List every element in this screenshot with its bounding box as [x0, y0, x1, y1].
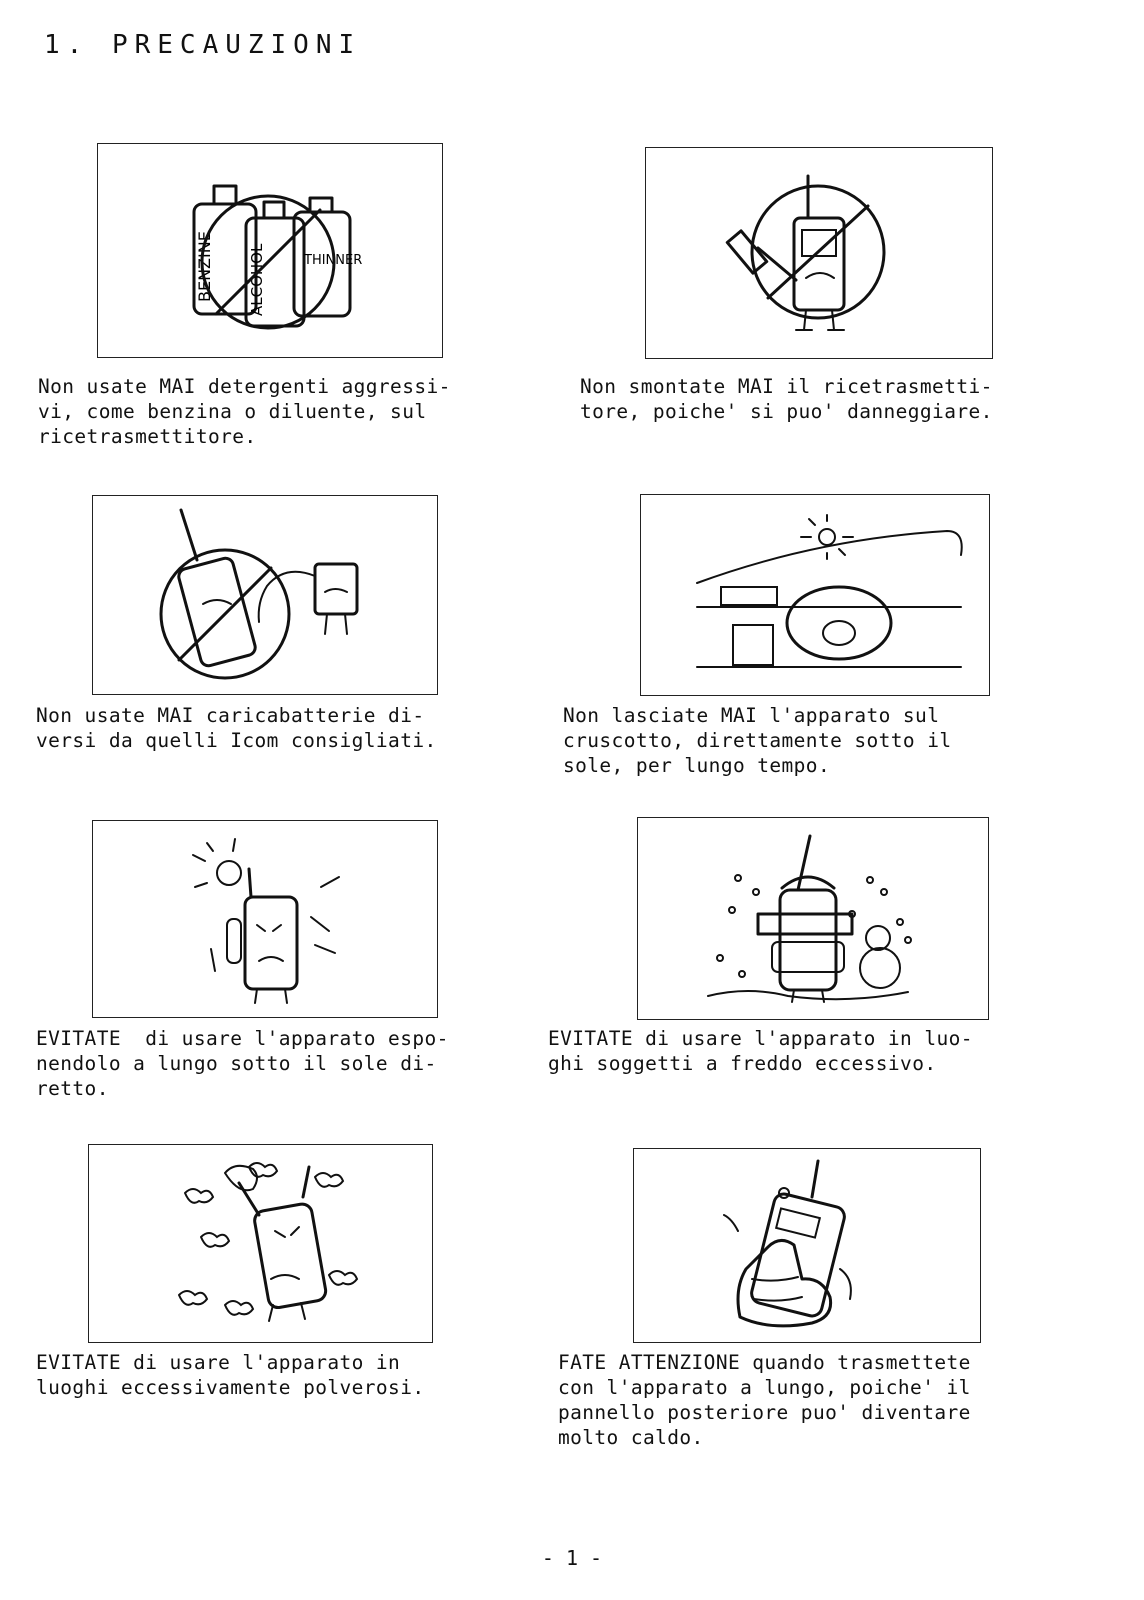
- feather-duster-icon: [225, 1166, 259, 1215]
- sun-icon: [801, 515, 853, 559]
- illustration-radio-in-dust: [88, 1144, 433, 1343]
- illustration-hand-holding-radio: [633, 1148, 981, 1343]
- radio-character-icon: [758, 836, 852, 1002]
- caption-5: EVITATE di usare l'apparato espo- nendolo a lungo sotto il sole di- retto.: [36, 1027, 449, 1100]
- page-title: 1. PRECAUZIONI: [44, 30, 362, 60]
- illustration-solvent-bottles: [97, 143, 443, 358]
- radio-character-icon: [227, 869, 297, 1003]
- caption-1: Non usate MAI detergenti aggressi- vi, come benzina o diluente, sul ricetrasmettitore.: [38, 375, 451, 448]
- caption-3: Non usate MAI caricabatterie di- versi da quelli Icom consigliati.: [36, 704, 437, 752]
- radio-character-icon: [253, 1167, 327, 1321]
- radio-character-icon: [177, 510, 257, 668]
- sun-icon: [193, 839, 241, 887]
- dashboard-icon: [697, 531, 962, 667]
- radio-icon: [750, 1161, 847, 1318]
- illustration-disassembly: [645, 147, 993, 359]
- illustration-car-dashboard: [640, 494, 990, 696]
- caption-4: Non lasciate MAI l'apparato sul cruscotto, direttamente sotto il sole, per lungo tempo.: [563, 704, 952, 777]
- illustration-radio-in-sun: [92, 820, 438, 1018]
- alcohol-label: ALCOHOL: [248, 243, 266, 316]
- caption-8: FATE ATTENZIONE quando trasmettete con l'apparato a lungo, poiche' il pannello posteriore puo' diventare molto caldo.: [558, 1351, 971, 1449]
- screwdriver-icon: [727, 231, 796, 280]
- snow-ground-icon: [708, 991, 908, 999]
- caption-6: EVITATE di usare l'apparato in luo- ghi soggetti a freddo eccessivo.: [548, 1027, 973, 1075]
- caption-2: Non smontate MAI il ricetrasmetti- tore, poiche' si puo' danneggiare.: [580, 375, 993, 423]
- caption-7: EVITATE di usare l'apparato in luoghi eccessivamente polverosi.: [36, 1351, 425, 1399]
- charger-icon: [259, 564, 357, 634]
- snowman-icon: [860, 926, 900, 988]
- illustration-radio-in-snow: [637, 817, 989, 1020]
- heat-lines-icon: [724, 1215, 851, 1299]
- prohibited-icon: [161, 550, 289, 678]
- prohibited-icon: [752, 186, 884, 318]
- illustration-charger: [92, 495, 438, 695]
- page-number: - 1 -: [541, 1546, 603, 1570]
- thinner-label: THINNER: [304, 253, 363, 268]
- benzine-label: BENZINE: [195, 231, 214, 302]
